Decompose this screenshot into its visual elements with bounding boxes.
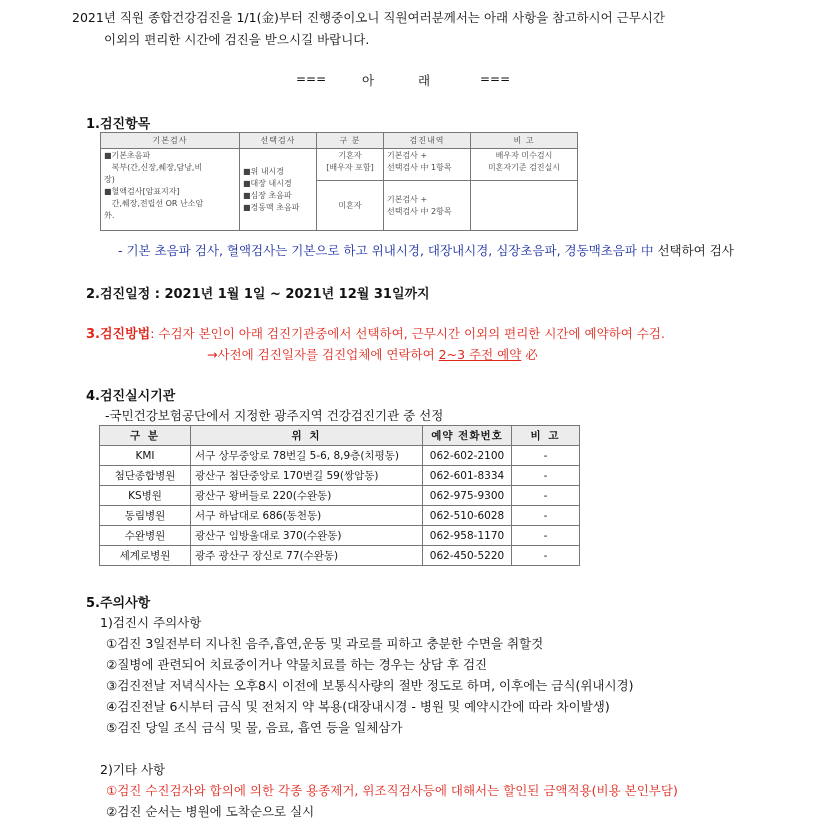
- other-item: ①검진 수진검자와 합의에 의한 각종 용종제거, 위조직검사등에 대해서는 할인된 금액적용(비용 본인부담): [106, 783, 678, 798]
- inst-note: -: [512, 506, 580, 526]
- select-exam-cell: [240, 149, 317, 231]
- inst-name: 세계로병원: [100, 546, 191, 566]
- table-row: [100, 466, 580, 486]
- section4-subtitle: -국민건강보험공단에서 지정한 광주지역 건강검진기관 중 선정: [105, 408, 444, 423]
- caution-item: ③검진전날 저녁식사는 오후8시 이전에 보통식사량의 절반 정도로 하며, 이후에는 금식(위내시경): [106, 678, 634, 693]
- intro-line-1: 2021년 직원 종합건강검진을 1/1(金)부터 진행중이오니 직원여러분께서는 아래 사항을 참고하시어 근무시간: [72, 10, 665, 25]
- basic-line: ■혈액검사[암표지자]: [104, 187, 180, 196]
- section3-label: 3.검진방법: [86, 327, 151, 342]
- inst-phone: 062-450-5220: [423, 546, 512, 566]
- inst-phone: 062-602-2100: [423, 446, 512, 466]
- caution-item: ⑤검진 당일 조식 금식 및 물, 음료, 흡연 등을 일체삼가: [106, 720, 403, 735]
- section3-text: : 수검자 본인이 아래 검진기관중에서 선택하여, 근무시간 이외의 편리한 시간에 예약하여 수검.: [150, 326, 665, 341]
- select-line: ■대장 내시경: [243, 178, 292, 188]
- divider-rae: 래: [418, 73, 431, 88]
- divider-right: ===: [480, 72, 511, 86]
- caution-item: ②질병에 관련되어 치료중이거나 약물치료를 하는 경우는 상담 후 검진: [106, 657, 488, 672]
- type-line: 기혼자: [338, 151, 362, 160]
- inst-location: 광산구 왕버들로 220(수완동): [191, 486, 423, 506]
- header-select: 선택검사: [240, 133, 317, 149]
- caution-item: ④검진전날 6시부터 금식 및 전처지 약 복용(대장내시경 - 병원 및 예약시간에 따라 차이발생): [106, 699, 610, 714]
- note-single: [471, 181, 578, 231]
- type-single: 미혼자: [317, 181, 384, 231]
- detail-married: [384, 149, 471, 181]
- section2-title: 2.검진일정 : 2021년 1월 1일 ~ 2021년 12월 31일까지: [86, 287, 430, 302]
- inst-location: 서구 상무중앙로 78번길 5-6, 8,9층(치평동): [191, 446, 423, 466]
- table-row: [100, 526, 580, 546]
- detail-line: 기본검사 +: [387, 194, 428, 204]
- table-row: [100, 506, 580, 526]
- header-note: 비 고: [471, 133, 578, 149]
- basic-line: 간,췌장,전립선 OR 난소암: [104, 199, 204, 208]
- divider-a: 아: [362, 73, 375, 88]
- inst-note: -: [512, 546, 580, 566]
- select-line: ■심장 초음파: [243, 190, 292, 200]
- detail-single: [384, 181, 471, 231]
- type-line: [배우자 포함]: [326, 163, 374, 172]
- inst-header-location: 위 치: [191, 426, 423, 446]
- detail-line: 선택검사 中 1항목: [387, 163, 452, 172]
- note-married: [471, 149, 578, 181]
- intro-line-2: 이외의 편리한 시간에 검진을 받으시길 바랍니다.: [104, 32, 370, 47]
- inst-phone: 062-975-9300: [423, 486, 512, 506]
- inst-header-name: 구 분: [100, 426, 191, 446]
- institutions-table: [99, 425, 580, 566]
- inst-name: KS병원: [100, 486, 191, 506]
- inst-location: 광주 광산구 장신로 77(수완동): [191, 546, 423, 566]
- section3-line: [86, 323, 665, 342]
- select-line: ■위 내시경: [243, 166, 285, 176]
- inst-phone: 062-958-1170: [423, 526, 512, 546]
- header-detail: 검진내역: [384, 133, 471, 149]
- basic-line: 복부(간,신장,췌장,담낭,비: [104, 163, 203, 172]
- section3-sub-underline: 2~3 주전 예약: [438, 347, 522, 362]
- footnote-blue-text: - 기본 초음파 검사, 혈액검사는 기본으로 하고 위내시경, 대장내시경, 심장초음파, 경동맥초음파 中: [118, 243, 654, 258]
- detail-line: 기본검사 +: [387, 151, 428, 160]
- inst-note: -: [512, 466, 580, 486]
- select-line: ■경동맥 초음파: [243, 202, 300, 212]
- table-row: [100, 546, 580, 566]
- basic-line: ■기본초음파: [104, 151, 151, 160]
- inst-name: 수완병원: [100, 526, 191, 546]
- inst-location: 서구 하남대로 686(동천동): [191, 506, 423, 526]
- caution-item: ①검진 3일전부터 지나친 음주,흡연,운동 및 과로를 피하고 충분한 수면을 취할것: [106, 636, 544, 651]
- inst-name: KMI: [100, 446, 191, 466]
- detail-line: 선택검사 中 2항목: [387, 206, 452, 216]
- inst-header-note: 비 고: [512, 426, 580, 446]
- inst-name: 첨단종합병원: [100, 466, 191, 486]
- inst-note: -: [512, 526, 580, 546]
- inst-phone: 062-510-6028: [423, 506, 512, 526]
- other-item: ②검진 순서는 병원에 도착순으로 실시: [106, 804, 315, 819]
- basic-line: 外.: [104, 211, 115, 220]
- section3-subline: [207, 345, 538, 363]
- table-row: [100, 486, 580, 506]
- section1-footnote: [118, 241, 734, 259]
- section5-sub2: 2)기타 사항: [100, 762, 166, 777]
- section3-sub-prefix: →사전에 검진일자를 검진업체에 연락하여: [207, 347, 439, 362]
- note-line: 미혼자기준 검진실시: [487, 163, 561, 172]
- inst-note: -: [512, 486, 580, 506]
- divider-left: ===: [296, 72, 327, 86]
- header-type: 구 분: [317, 133, 384, 149]
- section5-title: 5.주의사항: [86, 596, 151, 611]
- inst-header-phone: 예약 전화번호: [423, 426, 512, 446]
- header-basic: 기본검사: [101, 133, 240, 149]
- section5-sub1: 1)검진시 주의사항: [100, 615, 202, 630]
- inst-phone: 062-601-8334: [423, 466, 512, 486]
- section4-title: 4.검진실시기관: [86, 389, 176, 404]
- footnote-black-text: 선택하여 검사: [657, 243, 734, 258]
- inst-location: 광산구 임방울대로 370(수완동): [191, 526, 423, 546]
- basic-exam-cell: [101, 149, 240, 231]
- inst-name: 동림병원: [100, 506, 191, 526]
- section3-sub-suffix: 必: [521, 347, 538, 362]
- type-married: [317, 149, 384, 181]
- note-line: 배우자 미수검시: [495, 151, 553, 160]
- exam-items-table: [100, 132, 578, 231]
- section1-title: 1.검진항목: [86, 117, 151, 132]
- inst-note: -: [512, 446, 580, 466]
- table-row: [100, 446, 580, 466]
- basic-line: 장): [104, 175, 115, 184]
- inst-location: 광산구 첨단중앙로 170번길 59(쌍암동): [191, 466, 423, 486]
